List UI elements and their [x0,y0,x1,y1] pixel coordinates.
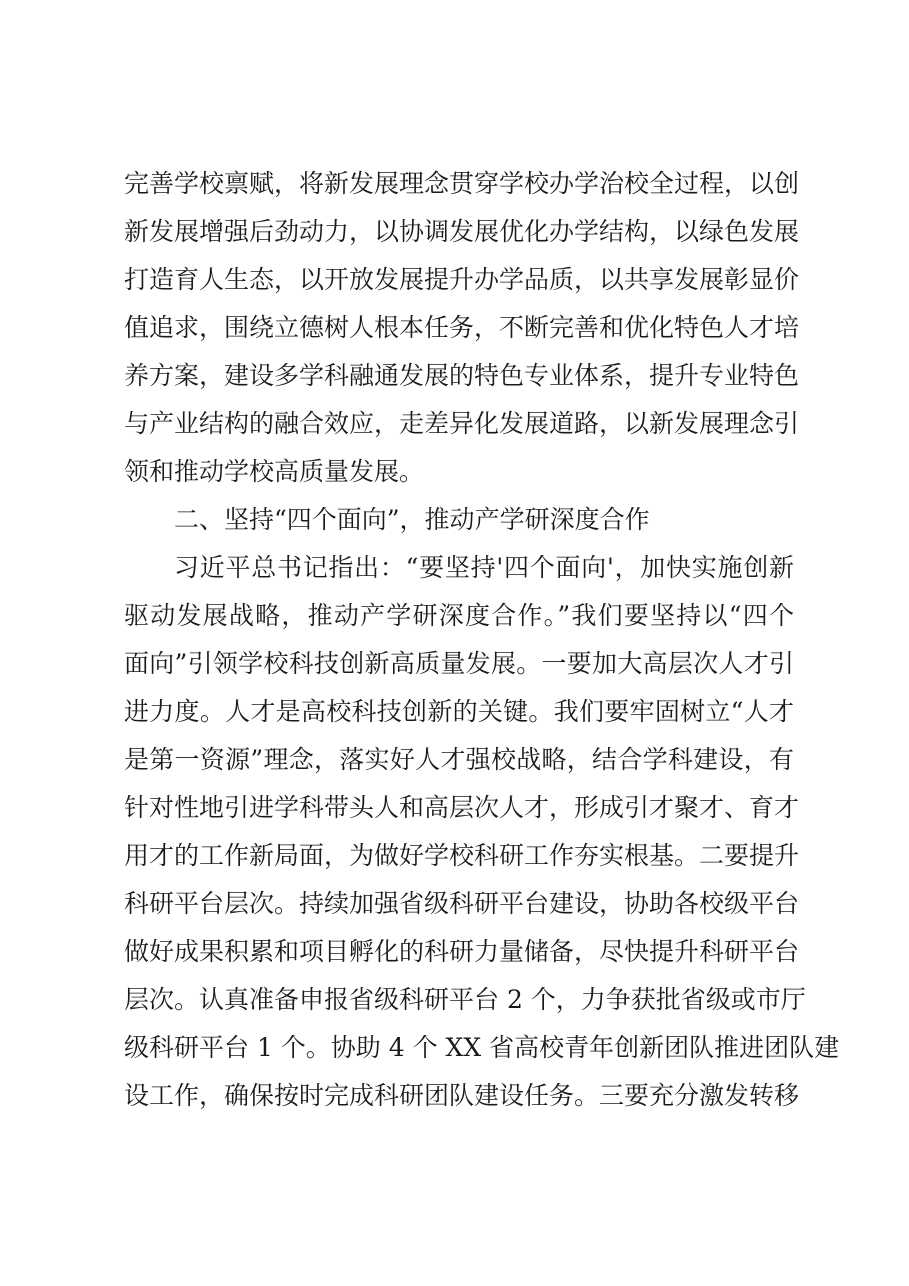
paragraph-line: 完善学校禀赋，将新发展理念贯穿学校办学治校全过程，以创 [124,169,800,198]
paragraph-line: 新发展增强后劲动力，以协调发展优化办学结构，以绿色发展 [124,217,800,246]
paragraph-line: 科研平台层次。持续加强省级科研平台建设，协助各校级平台 [124,889,800,918]
paragraph-line: 进力度。人才是高校科技创新的关键。我们要牢固树立“人才 [124,697,794,726]
paragraph-line: 是第一资源”理念，落实好人才强校战略，结合学科建设，有 [124,745,794,774]
paragraph-line: 设工作，确保按时完成科研团队建设任务。三要充分激发转移 [124,1081,800,1110]
paragraph-line: 打造育人生态，以开放发展提升办学品质，以共享发展彰显价 [124,265,800,294]
section-heading: 二、坚持“四个面向”，推动产学研深度合作 [174,505,650,534]
paragraph-line: 级科研平台 1 个。协助 4 个 XX 省高校青年创新团队推进团队建 [124,1033,840,1062]
paragraph-line: 领和推动学校高质量发展。 [124,457,425,486]
paragraph-line: 做好成果积累和项目孵化的科研力量储备，尽快提升科研平台 [124,937,800,966]
paragraph-line: 养方案，建设多学科融通发展的特色专业体系，提升专业特色 [124,361,800,390]
paragraph-line: 与产业结构的融合效应，走差异化发展道路，以新发展理念引 [124,409,800,438]
paragraph-line: 针对性地引进学科带头人和高层次人才，形成引才聚才、育才 [124,793,800,822]
paragraph-line: 习近平总书记指出：“要坚持'四个面向'，加快实施创新 [174,553,794,582]
paragraph-line: 值追求，围绕立德树人根本任务，不断完善和优化特色人才培 [124,313,800,342]
paragraph-line: 驱动发展战略，推动产学研深度合作。”我们要坚持以“四个 [124,601,794,630]
paragraph-line: 层次。认真准备申报省级科研平台 2 个，力争获批省级或市厅 [124,985,806,1014]
paragraph-line: 面向”引领学校科技创新高质量发展。一要加大高层次人才引 [124,649,794,678]
paragraph-line: 用才的工作新局面，为做好学校科研工作夯实根基。二要提升 [124,841,800,870]
